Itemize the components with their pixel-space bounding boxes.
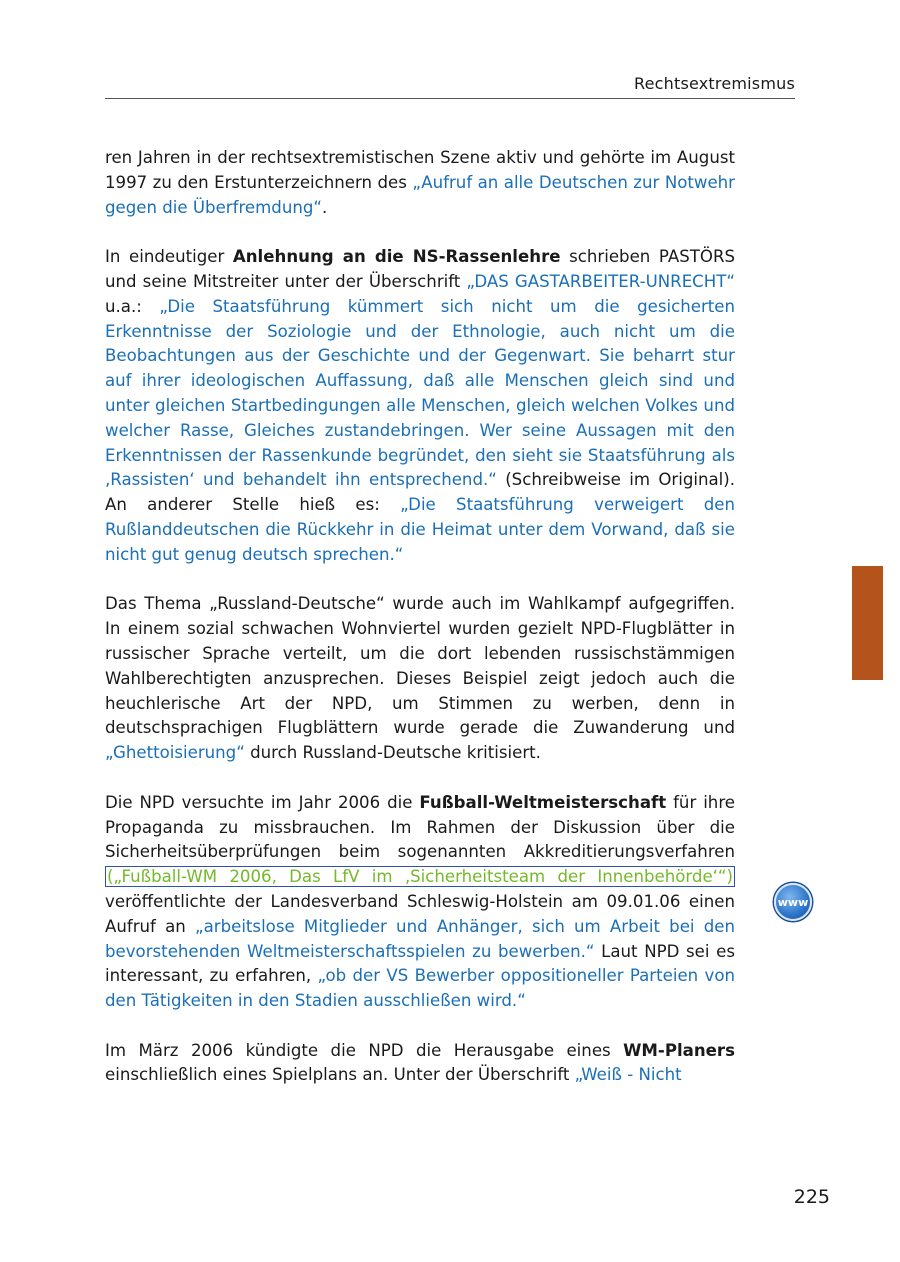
body-text <box>105 146 735 1113</box>
bold-term: Anlehnung an die NS-Rassenlehre <box>232 247 561 267</box>
paragraph-5 <box>105 1039 735 1089</box>
running-title: Rechtsextremismus <box>634 74 795 93</box>
text-run: In eindeutiger <box>105 247 233 267</box>
quote: „Aufruf an alle Deutschen zur Notwehr gegen die Überfremdung“ <box>105 172 736 217</box>
text-run: Die NPD versuchte im Jahr 2006 die <box>105 792 420 812</box>
www-label: www <box>777 895 809 909</box>
quote: „Weiß - Nicht <box>574 1065 682 1085</box>
text-run: für ihre Propaganda zu missbrauchen. Im Rahmen der Diskussion über die Sicherheitsüberprüfungen beim sogenannten Akkreditierungsverfahren <box>105 792 735 862</box>
quote: „Die Staatsführung verweigert den Rußlanddeutschen die Rückkehr in die Heimat unter dem Vorwand, daß sie nicht gut genug deutsch sprechen.“ <box>105 495 735 564</box>
paragraph-2 <box>105 245 735 567</box>
page-number: 225 <box>793 1186 830 1208</box>
bold-term: WM-Planers <box>623 1040 735 1060</box>
quote: „DAS GASTARBEITER-UNRECHT“ <box>466 271 735 291</box>
header-rule <box>105 98 795 99</box>
text-run: durch Russland-Deutsche kritisiert. <box>244 743 541 763</box>
chapter-tab-marker <box>852 566 883 680</box>
text-run: schrieben PASTÖRS und seine Mitstreiter unter der Überschrift <box>105 247 736 291</box>
bold-term: Fußball-Weltmeisterschaft <box>419 792 667 812</box>
text-run: ren Jahren in der rechtsextremistischen Szene aktiv und gehörte im August 1997 zu den Erstunterzeichnern des <box>105 148 735 192</box>
reference-link[interactable]: („Fußball-WM 2006, Das LfV im ‚Sicherheitsteam der Innenbehörde‘“) <box>107 867 733 887</box>
text-run: veröffentlichte der Landesverband Schleswig-Holstein am 09.01.06 einen Aufruf an <box>105 891 735 936</box>
paragraph-1 <box>105 146 735 220</box>
text-run: Laut NPD sei es interessant, zu erfahren, <box>105 941 736 986</box>
quote: „Die Staatsführung kümmert sich nicht um die gesicherten Erkenntnisse der Soziologie und der Ethnologie, auch nicht um die Beobachtungen aus der Geschichte und der Gegenwart. Sie beharrt stur auf ihrer ideologischen Auffassung, daß alle Menschen gleich sind und unter gleichen Startbedingungen alle Menschen, gleich welchen Volkes und welcher Rasse, Gleiches zustandebringen. Wer seine Aussagen mit den Erkenntnissen der Rassenkunde begründet, den sieht sie Staatsführung als ‚Rassisten‘ und behandelt ihn entsprechend.“ <box>105 296 735 490</box>
text-run: . <box>321 197 328 217</box>
www-globe-icon[interactable] <box>774 883 812 921</box>
text-run: Das Thema „Russland-Deutsche“ wurde auch im Wahlkampf aufgegriffen. In einem sozial schwachen Wohnviertel wurden gezielt NPD-Flugblätter in russischer Sprache verteilt, um die dort lebenden russischstämmigen Wahlberechtigten anzusprechen. Dieses Beispiel zeigt jedoch auch die heuchlerische Art der NPD, um Stimmen zu werben, denn in deutschsprachigen Flugblättern wurde gerade die Zuwanderung und <box>105 594 735 738</box>
text-run: einschließlich eines Spielplans an. Unter der Überschrift <box>105 1065 575 1085</box>
text-run: u.a.: <box>105 296 160 316</box>
paragraph-4 <box>105 791 735 1014</box>
text-run: Im März 2006 kündigte die NPD die Herausgabe eines <box>105 1040 624 1060</box>
quote: „ob der VS Bewerber oppositioneller Parteien von den Tätigkeiten in den Stadien ausschließen wird.“ <box>105 966 735 1011</box>
text-run: (Schreibweise im Original). An anderer Stelle hieß es: <box>105 470 736 515</box>
paragraph-3 <box>105 592 735 766</box>
quote: „Ghettoisierung“ <box>105 743 245 763</box>
quote: „arbeitslose Mitglieder und Anhänger, sich um Arbeit bei den bevorstehenden Weltmeisterschaftsspielen zu bewerben.“ <box>105 916 735 961</box>
